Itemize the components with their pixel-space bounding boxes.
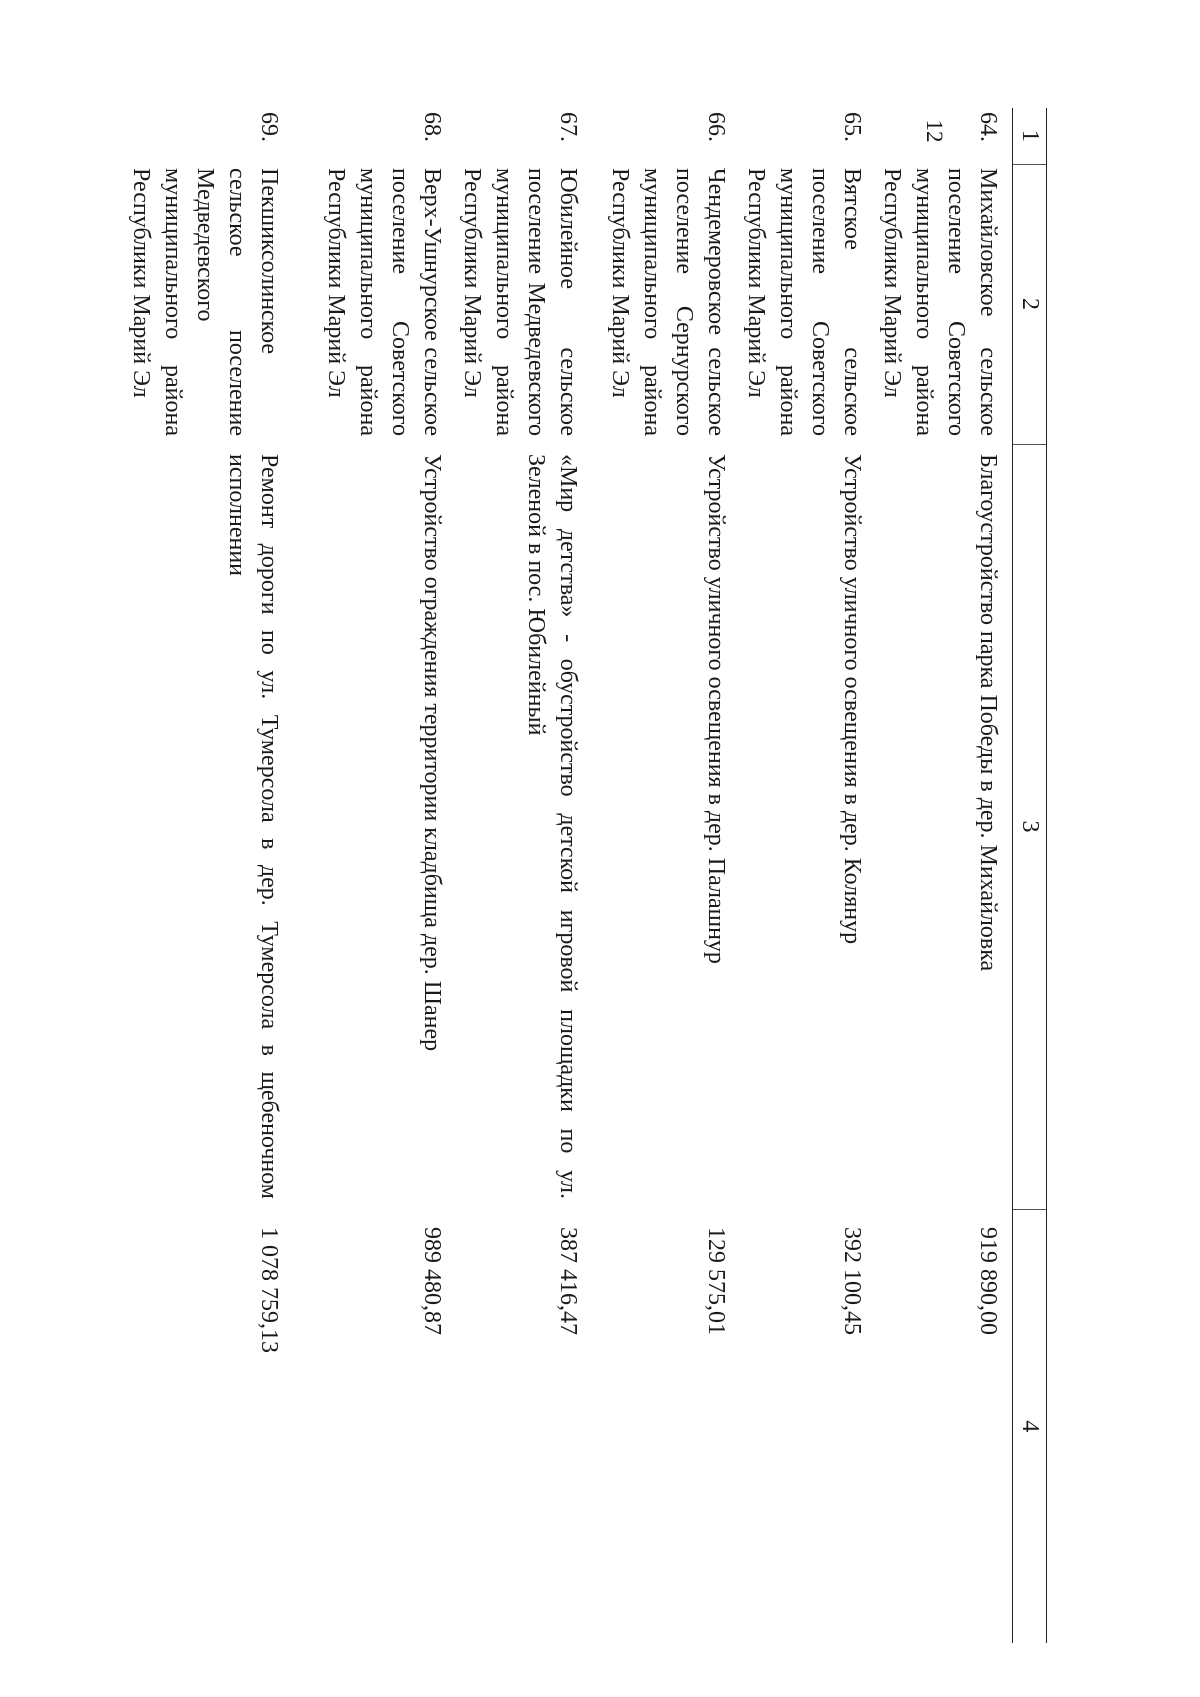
row-number: 67.: [555, 112, 581, 142]
project-cell: Устройство уличного освещения в дер. Колянур: [839, 454, 865, 945]
amount-cell: 129 575,01: [703, 1227, 729, 1335]
municipality-cell: Михайловское сельское поселение Советского муниципального района Республики Марий Эл: [879, 168, 1001, 436]
amount-cell: 392 100,45: [839, 1227, 865, 1335]
row-number: 66.: [703, 112, 729, 142]
rotated-table-container: [128, 108, 1047, 1643]
project-cell: Устройство ограждения территории кладбища дер. Шанер: [419, 454, 445, 1052]
row-number: 68.: [419, 112, 445, 142]
row-number: 64.: [975, 112, 1001, 142]
header-col-2: 2: [1013, 164, 1047, 444]
table-header: [1013, 108, 1047, 1643]
amount-cell: 989 480,87: [419, 1227, 445, 1335]
table-body: [125, 108, 1013, 1643]
municipality-cell: Юбилейное сельское поселение Медведевского муниципального района Республики Марий Эл: [459, 168, 581, 436]
amount-cell: 387 416,47: [555, 1227, 581, 1335]
municipality-cell: Пекшиксолинское сельское поселение Медведевского муниципального района Республики Марий Эл: [128, 168, 282, 436]
row-number: 65.: [839, 112, 865, 142]
header-col-1: 1: [1013, 108, 1047, 164]
table-row: [740, 108, 876, 1643]
amount-cell: 1 078 759,13: [256, 1227, 282, 1353]
amount-cell: 919 890,00: [975, 1227, 1001, 1335]
project-cell: Благоустройство парка Победы в дер. Михайловка: [975, 454, 1001, 972]
header-row: [1013, 108, 1047, 1643]
project-cell: Устройство уличного освещения в дер. Палашнур: [703, 454, 729, 964]
row-number: 69.: [256, 112, 282, 142]
header-col-4: 4: [1013, 1209, 1047, 1643]
municipality-cell: Вятское сельское поселение Советского муниципального района Республики Марий Эл: [743, 168, 865, 436]
page-number: 12: [922, 119, 947, 143]
header-col-3: 3: [1013, 444, 1047, 1209]
municipality-cell: Чендемеровское сельское поселение Сернурского муниципального района Республики Марий Эл: [607, 168, 729, 436]
project-cell: Ремонт дороги по ул. Тумерсола в дер. Тумерсола в щебеночном исполнении: [224, 454, 282, 1199]
table-row: [293, 108, 456, 1643]
table-row: [876, 108, 1013, 1643]
table-row: [456, 108, 592, 1643]
table-row: [125, 108, 293, 1643]
table-row: [592, 108, 740, 1643]
municipality-cell: Верх-Ушнурское сельское поселение Советского муниципального района Республики Марий Эл: [323, 168, 445, 436]
subsidy-table: [125, 108, 1047, 1643]
project-cell: «Мир детства» - обустройство детской игровой площадки по ул. Зеленой в пос. Юбилейный: [523, 454, 581, 1199]
